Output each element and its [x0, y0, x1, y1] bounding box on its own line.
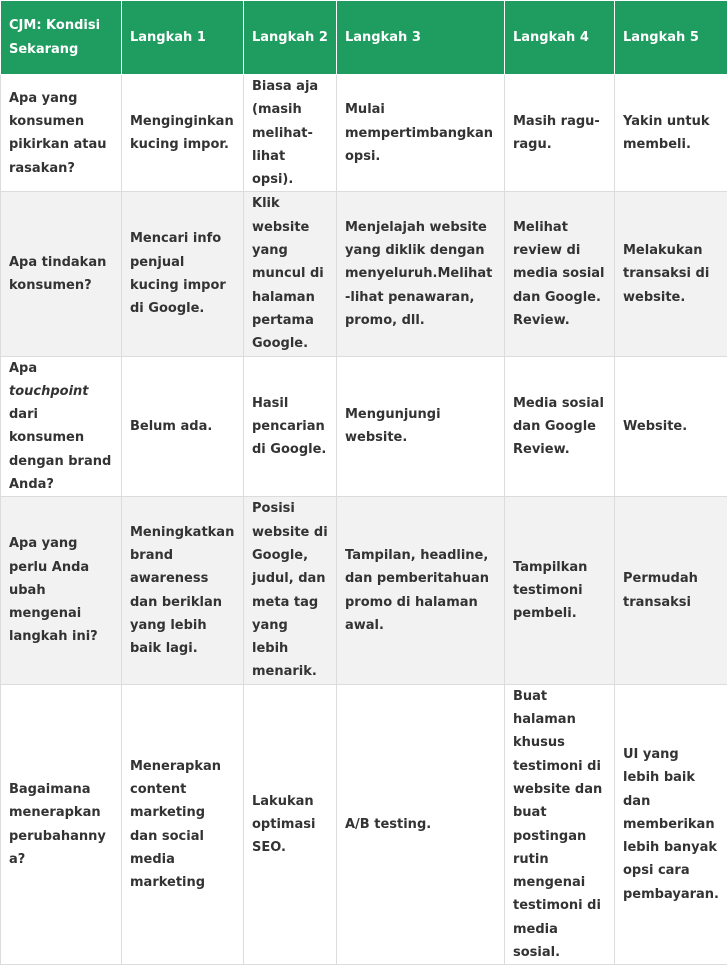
- question-emphasis: touchpoint: [9, 384, 89, 399]
- header-step-5: Langkah 5: [615, 1, 727, 75]
- header-step-2: Langkah 2: [244, 1, 337, 75]
- table-cell: Website.: [615, 356, 727, 497]
- table-cell: Lakukan optimasi SEO.: [244, 684, 337, 965]
- table-cell: Belum ada.: [122, 356, 244, 497]
- row-question: Apa tindakan konsumen?: [1, 192, 122, 356]
- table-cell: Menerapkan content marketing dan social media marketing: [122, 684, 244, 965]
- table-cell: Yakin untuk membeli.: [615, 75, 727, 192]
- header-step-1: Langkah 1: [122, 1, 244, 75]
- row-question: [1, 356, 122, 497]
- header-step-3: Langkah 3: [337, 1, 505, 75]
- table-cell: Menjelajah website yang diklik dengan menyeluruh.Melihat-lihat penawaran, promo, dll.: [337, 192, 505, 356]
- table-cell: Meningkatkan brand awareness dan beriklan yang lebih baik lagi.: [122, 497, 244, 684]
- table-row: [1, 356, 727, 497]
- row-question: Bagaimana menerapkan perubahannya?: [1, 684, 122, 965]
- table-cell: Masih ragu-ragu.: [505, 75, 615, 192]
- table-cell: A/B testing.: [337, 684, 505, 965]
- question-prefix: Apa: [9, 361, 37, 376]
- table-cell: Hasil pencarian di Google.: [244, 356, 337, 497]
- table-cell: Mencari info penjual kucing impor di Google.: [122, 192, 244, 356]
- table-row: [1, 497, 727, 684]
- table-cell: Media sosial dan Google Review.: [505, 356, 615, 497]
- table-cell: Klik website yang muncul di halaman pertama Google.: [244, 192, 337, 356]
- table-cell: Tampilan, headline, dan pemberitahuan promo di halaman awal.: [337, 497, 505, 684]
- table-cell: Posisi website di Google, judul, dan meta tag yang lebih menarik.: [244, 497, 337, 684]
- table-cell: Mengunjungi website.: [337, 356, 505, 497]
- table-cell: Mulai mempertimbangkan opsi.: [337, 75, 505, 192]
- table-cell: Melihat review di media sosial dan Google. Review.: [505, 192, 615, 356]
- table-cell: Melakukan transaksi di website.: [615, 192, 727, 356]
- table-row: [1, 684, 727, 965]
- row-question: Apa yang perlu Anda ubah mengenai langkah ini?: [1, 497, 122, 684]
- table-cell: Buat halaman khusus testimoni di website dan buat postingan rutin mengenai testimoni di media sosial.: [505, 684, 615, 965]
- table-cell: Permudah transaksi: [615, 497, 727, 684]
- table-cell: Biasa aja (masih melihat-lihat opsi).: [244, 75, 337, 192]
- header-step-4: Langkah 4: [505, 1, 615, 75]
- table-row: [1, 75, 727, 192]
- table-row: [1, 192, 727, 356]
- table-header-row: [1, 1, 727, 75]
- header-corner: CJM: Kondisi Sekarang: [1, 1, 122, 75]
- table-cell: Menginginkan kucing impor.: [122, 75, 244, 192]
- table-cell: Tampilkan testimoni pembeli.: [505, 497, 615, 684]
- table-cell: UI yang lebih baik dan memberikan lebih banyak opsi cara pembayaran.: [615, 684, 727, 965]
- question-suffix: dari konsumen dengan brand Anda?: [9, 407, 111, 492]
- row-question: Apa yang konsumen pikirkan atau rasakan?: [1, 75, 122, 192]
